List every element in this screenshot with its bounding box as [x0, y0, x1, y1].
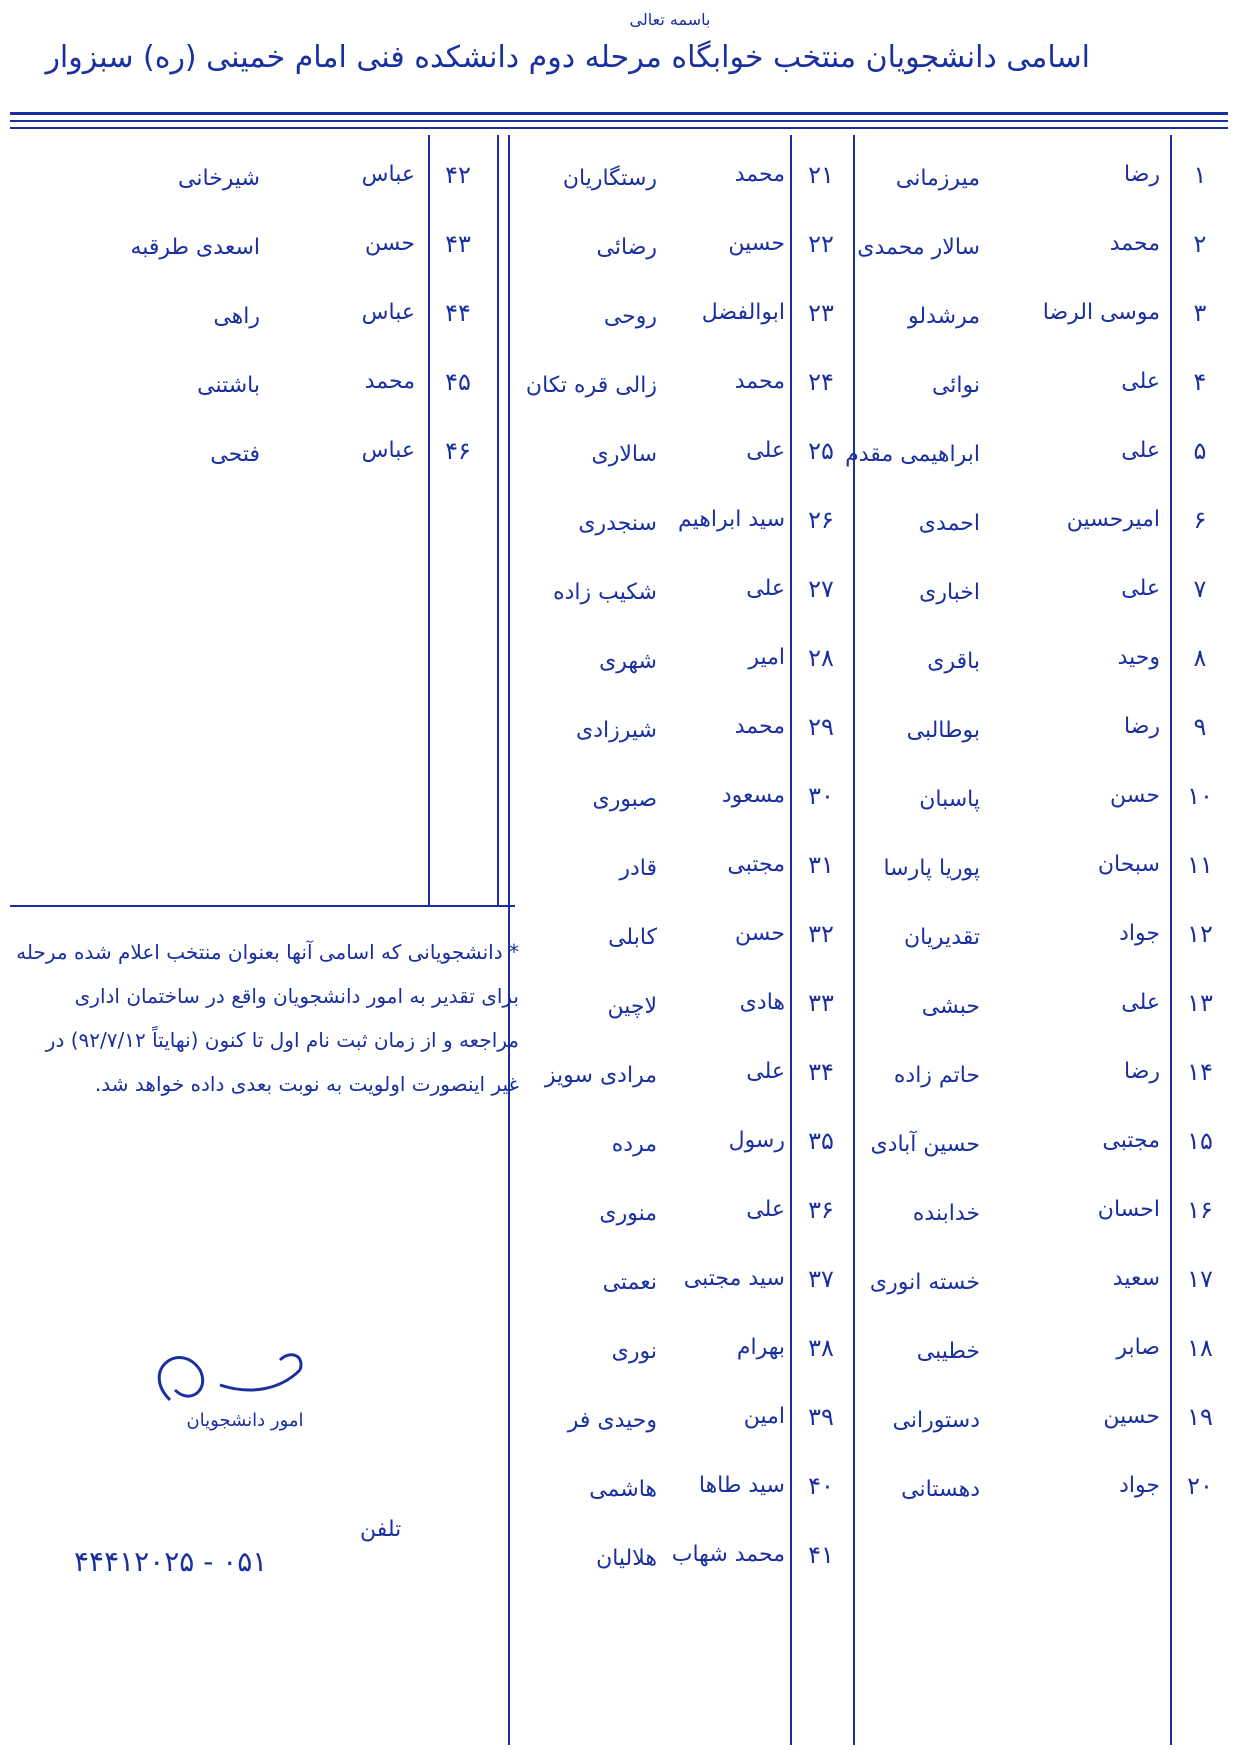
row-number: ۴۰	[808, 1472, 834, 1500]
first-name: محمد	[364, 369, 415, 394]
first-name: موسی الرضا	[1042, 300, 1160, 325]
title-rule-top	[10, 112, 1228, 115]
row-number: ۱۶	[1187, 1196, 1213, 1224]
last-name: مرشدلو	[908, 304, 980, 329]
row-number: ۲۹	[808, 713, 834, 741]
row-number: ۱۳	[1187, 989, 1213, 1017]
row-number: ۳۰	[808, 782, 834, 810]
header-basmala: باسمه تعالی	[629, 10, 711, 29]
last-name: دهستانی	[901, 1477, 980, 1502]
row-number: ۴۳	[445, 230, 471, 258]
last-name: زالی قره تکان	[525, 373, 657, 398]
first-name: جواد	[1119, 1473, 1160, 1498]
last-name: مرادی سویز	[544, 1063, 657, 1088]
row-number: ۴۲	[445, 161, 471, 189]
row-number: ۳	[1193, 299, 1207, 327]
last-name: سالاری	[591, 442, 657, 467]
row-number: ۳۸	[808, 1334, 834, 1362]
last-name: سنجدری	[578, 511, 657, 536]
first-name: محمد	[1109, 231, 1160, 256]
last-name: حبشی	[921, 994, 980, 1019]
last-name: نوری	[611, 1339, 657, 1364]
first-name: حسین	[728, 231, 785, 256]
first-name: وحید	[1117, 645, 1160, 670]
last-name: صبوری	[592, 787, 657, 812]
first-name: محمد	[734, 714, 785, 739]
last-name: شهری	[599, 649, 657, 674]
row-number: ۳۵	[808, 1127, 834, 1155]
row-number: ۱۸	[1187, 1334, 1213, 1362]
row-number: ۱۰	[1187, 782, 1213, 810]
first-name: سعید	[1112, 1266, 1160, 1291]
first-name: سید ابراهیم	[678, 507, 785, 532]
row-number: ۱۱	[1187, 851, 1213, 879]
page-title: اسامی دانشجویان منتخب خوابگاه مرحله دوم دانشکده فنی امام خمینی (ره) سبزوار	[45, 40, 1090, 75]
first-name: رضا	[1123, 162, 1160, 187]
last-name: حسین آبادی	[870, 1132, 980, 1157]
first-name: ابوالفضل	[701, 300, 785, 325]
last-name: بوطالبی	[906, 718, 980, 743]
first-name: هادی	[739, 990, 785, 1015]
first-name: جواد	[1119, 921, 1160, 946]
row-number: ۲۰	[1187, 1472, 1213, 1500]
last-name: کابلی	[608, 925, 657, 950]
row-number: ۹	[1193, 713, 1207, 741]
first-name: عباس	[361, 300, 415, 325]
row-number: ۴۶	[445, 437, 471, 465]
first-name: مجتبی	[1102, 1128, 1160, 1153]
row-number: ۲۴	[808, 368, 834, 396]
last-name: فتحی	[210, 442, 260, 467]
phone-label: تلفن	[360, 1517, 402, 1542]
row-number: ۲۷	[808, 575, 834, 603]
last-name: دستورانی	[892, 1408, 980, 1433]
first-name: حسن	[365, 231, 415, 256]
row-number: ۲۳	[808, 299, 834, 327]
first-name: سید طاها	[698, 1473, 785, 1498]
first-name: علی	[746, 576, 785, 601]
last-name: ابراهیمی مقدم	[845, 442, 980, 467]
last-name: پاسبان	[919, 787, 980, 812]
first-name: علی	[1121, 369, 1160, 394]
row-number: ۸	[1193, 644, 1207, 672]
signature-text: امور دانشجویان	[186, 1410, 304, 1431]
last-name: میرزمانی	[895, 166, 980, 191]
last-name: شیرزادی	[576, 718, 657, 743]
last-name: احمدی	[918, 511, 980, 536]
row-number: ۱۹	[1187, 1403, 1213, 1431]
first-name: سبحان	[1097, 852, 1160, 877]
last-name: قادر	[619, 856, 657, 881]
title-rule-third	[10, 127, 1228, 129]
first-name: علی	[746, 438, 785, 463]
row-number: ۳۶	[808, 1196, 834, 1224]
row-number: ۱۲	[1187, 920, 1213, 948]
row-number: ۱	[1193, 161, 1207, 189]
last-name: هاشمی	[589, 1477, 657, 1502]
first-name: علی	[1121, 990, 1160, 1015]
row-number: ۲۶	[808, 506, 834, 534]
first-name: حسن	[1110, 783, 1160, 808]
last-name: منوری	[599, 1201, 657, 1226]
last-name: وحیدی فر	[567, 1408, 657, 1433]
signature-block	[130, 1330, 360, 1470]
first-name: علی	[1121, 576, 1160, 601]
row-number: ۲۸	[808, 644, 834, 672]
row-number: ۴۱	[808, 1541, 834, 1569]
row-number: ۴	[1193, 368, 1207, 396]
row-number: ۶	[1193, 506, 1207, 534]
last-name: باقری	[927, 649, 980, 674]
last-name: خسته انوری	[869, 1270, 980, 1295]
last-name: سالار محمدی	[857, 235, 980, 260]
row-number: ۴۴	[445, 299, 471, 327]
first-name: صابر	[1116, 1335, 1160, 1360]
first-name: عباس	[361, 438, 415, 463]
first-name: علی	[746, 1059, 785, 1084]
last-name: هلالیان	[596, 1546, 657, 1571]
last-name: خطیبی	[916, 1339, 980, 1364]
last-name: نعمتی	[602, 1270, 657, 1295]
first-name: امیرحسین	[1066, 507, 1160, 532]
row-number: ۳۹	[808, 1403, 834, 1431]
last-name: حاتم زاده	[893, 1063, 980, 1088]
row-number: ۴۵	[445, 368, 471, 396]
first-name: رضا	[1123, 1059, 1160, 1084]
row-number: ۳۷	[808, 1265, 834, 1293]
note-rule	[10, 905, 515, 907]
col-line-5	[497, 135, 499, 905]
title-rule-bottom	[10, 120, 1228, 122]
last-name: نوائی	[931, 373, 980, 398]
first-name: علی	[1121, 438, 1160, 463]
first-name: بهرام	[736, 1335, 785, 1360]
last-name: مرده	[611, 1132, 657, 1157]
last-name: پوریا پارسا	[883, 856, 980, 881]
row-number: ۷	[1193, 575, 1207, 603]
last-name: اسعدی طرقبه	[130, 235, 260, 260]
last-name: خدابنده	[912, 1201, 980, 1226]
first-name: رسول	[728, 1128, 785, 1153]
col-line-2	[853, 135, 855, 1745]
last-name: باشتنی	[197, 373, 260, 398]
first-name: محمد شهاب	[671, 1542, 785, 1567]
first-name: احسان	[1097, 1197, 1160, 1222]
last-name: رضائی	[596, 235, 657, 260]
row-number: ۳۳	[808, 989, 834, 1017]
row-number: ۲۵	[808, 437, 834, 465]
last-name: روحی	[603, 304, 657, 329]
first-name: امین	[743, 1404, 785, 1429]
row-number: ۱۷	[1187, 1265, 1213, 1293]
first-name: امیر	[748, 645, 785, 670]
first-name: محمد	[734, 162, 785, 187]
first-name: عباس	[361, 162, 415, 187]
first-name: محمد	[734, 369, 785, 394]
last-name: لاچین	[607, 994, 657, 1019]
last-name: رستگاریان	[562, 166, 657, 191]
row-number: ۳۱	[808, 851, 834, 879]
notice-text: * دانشجویانی که اسامی آنها بعنوان منتخب اعلام شده مرحله برای تقدیر به امور دانشجویان واقع در ساختمان اداری مراجعه و از زمان ثبت نام اول تا کنون (نهایتاً ۹۲/۷/۱۲) در غیر اینصورت اولویت به نوبت بعدی داده خواهد شد.	[16, 940, 519, 1096]
row-number: ۵	[1193, 437, 1207, 465]
phone-number: ۰۵۱ - ۴۴۴۱۲۰۲۵	[74, 1545, 268, 1578]
first-name: حسین	[1103, 1404, 1160, 1429]
first-name: مجتبی	[727, 852, 785, 877]
last-name: راهی	[213, 304, 260, 329]
row-number: ۱۵	[1187, 1127, 1213, 1155]
last-name: اخباری	[919, 580, 980, 605]
row-number: ۲۱	[808, 161, 834, 189]
first-name: مسعود	[721, 783, 785, 808]
first-name: علی	[746, 1197, 785, 1222]
row-number: ۳۴	[808, 1058, 834, 1086]
row-number: ۲	[1193, 230, 1207, 258]
first-name: رضا	[1123, 714, 1160, 739]
first-name: حسن	[735, 921, 785, 946]
row-number: ۳۲	[808, 920, 834, 948]
last-name: شکیب زاده	[553, 580, 657, 605]
row-number: ۲۲	[808, 230, 834, 258]
col-line-3	[790, 135, 792, 1745]
row-number: ۱۴	[1187, 1058, 1213, 1086]
first-name: سید مجتبی	[683, 1266, 785, 1291]
last-name: شیرخانی	[178, 166, 260, 191]
last-name: تقدیریان	[903, 925, 980, 950]
